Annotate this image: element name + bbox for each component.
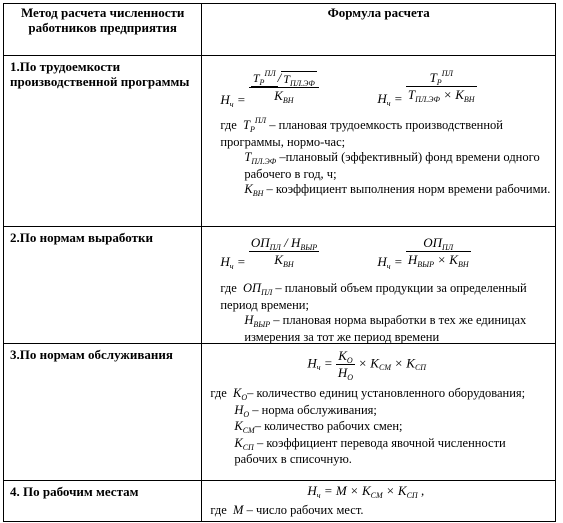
table-row — [4, 227, 556, 344]
definition-text: – количество рабочих смен; — [254, 419, 403, 433]
table-row — [4, 481, 556, 522]
where-label: где — [220, 281, 237, 295]
definition-text: – норма обслуживания; — [249, 402, 377, 417]
formula-labor-fraction: $Н_ч$ = $T_P^{ПЛ}$ / $T_{ПЛ.ЭФ}$ $K_{ВН}$ — [220, 70, 318, 104]
table-row — [4, 56, 556, 227]
definitions-output: где $ОП_{ПЛ}$ – плановый объем продукции за определенный период времени; $Н_{ВЫР}$ – плановая норма выработки в тех же единицах измерения за тот же период времени — [220, 281, 527, 344]
formula-service: $Н_ч$ = $\frac{K_О}{Н_О}$ × $K_{СМ} \times K_{СП}$ — [307, 348, 427, 382]
definition-text: – количество единиц установленного оборудования; — [247, 386, 526, 400]
definition-text: – плановая норма выработки в тех же единицах измерения за тот же период времени — [244, 313, 527, 344]
formula-output-fraction: $Н_ч$ = $\frac{ОП_{ПЛ} / Н_{ВЫР}}{K_{ВН}}$ — [220, 235, 318, 272]
where-label: где — [210, 386, 227, 400]
formula-cell — [202, 481, 556, 522]
formula-cell — [202, 227, 556, 344]
definitions-labor: где $T_P^{ПЛ}$ – плановая трудоемкость производственной программы, нормо-час; $T_{ПЛ.ЭФ}$ –плановый (эффективный) фонд времени одного рабочего в год, ч; $K_{ВН}$ – коэффициент выполнения норм времени рабочими. — [220, 116, 551, 198]
table-header-row — [4, 4, 556, 56]
definition-text: – число рабочих мест. — [243, 503, 364, 517]
method-cell: 1.По трудоемкости производственной программы — [4, 56, 202, 227]
formula-output-product: $Н_ч$ = $\frac{ОП_{ПЛ}}{Н_{ВЫР} \times K_{ВН}}$ — [377, 235, 469, 272]
where-label: где — [210, 503, 227, 517]
header-formula: Формула расчета — [202, 4, 556, 56]
formula-cell — [202, 344, 556, 481]
header-method: Метод расчета численности работников предприятия — [4, 4, 202, 56]
method-cell: 3.По нормам обслуживания — [4, 344, 202, 481]
table-row — [4, 344, 556, 481]
definition-text: – плановый объем продукции за определенный период времени; — [220, 281, 527, 312]
definitions-service: где $K_О-$ количество единиц установленного оборудования; $Н_О$ – норма обслуживания; $K_{СМ}-$ количество рабочих смен; $K_{СП}$ – коэффициент перевода явочной численности рабочих в списочную. — [210, 386, 526, 466]
definition-text: –плановый (эффективный) фонд времени одного рабочего в год, ч; — [244, 150, 540, 181]
formula-cell — [202, 56, 556, 227]
where-label: где — [220, 118, 237, 132]
formula-workplaces: $Н_ч = М \times K_{СМ} \times K_{СП}$ , — [307, 483, 425, 500]
definition-text: – коэффициент выполнения норм времени рабочими. — [263, 182, 551, 196]
method-cell: 2.По нормам выработки — [4, 227, 202, 344]
method-cell: 4. По рабочим местам — [4, 481, 202, 522]
definitions-workplaces: где М – число рабочих мест. — [210, 503, 364, 517]
definition-text: – коэффициент перевода явочной численности рабочих в списочную. — [234, 435, 506, 466]
definition-text: – плановая трудоемкость производственной программы, нормо-час; — [220, 118, 503, 149]
formula-labor-product: $Н_ч$ = $\frac{T_P^{ПЛ}}{T_{ПЛ.ЭФ} \times K_{ВН}}$ — [377, 69, 475, 109]
calculation-table — [3, 3, 556, 522]
